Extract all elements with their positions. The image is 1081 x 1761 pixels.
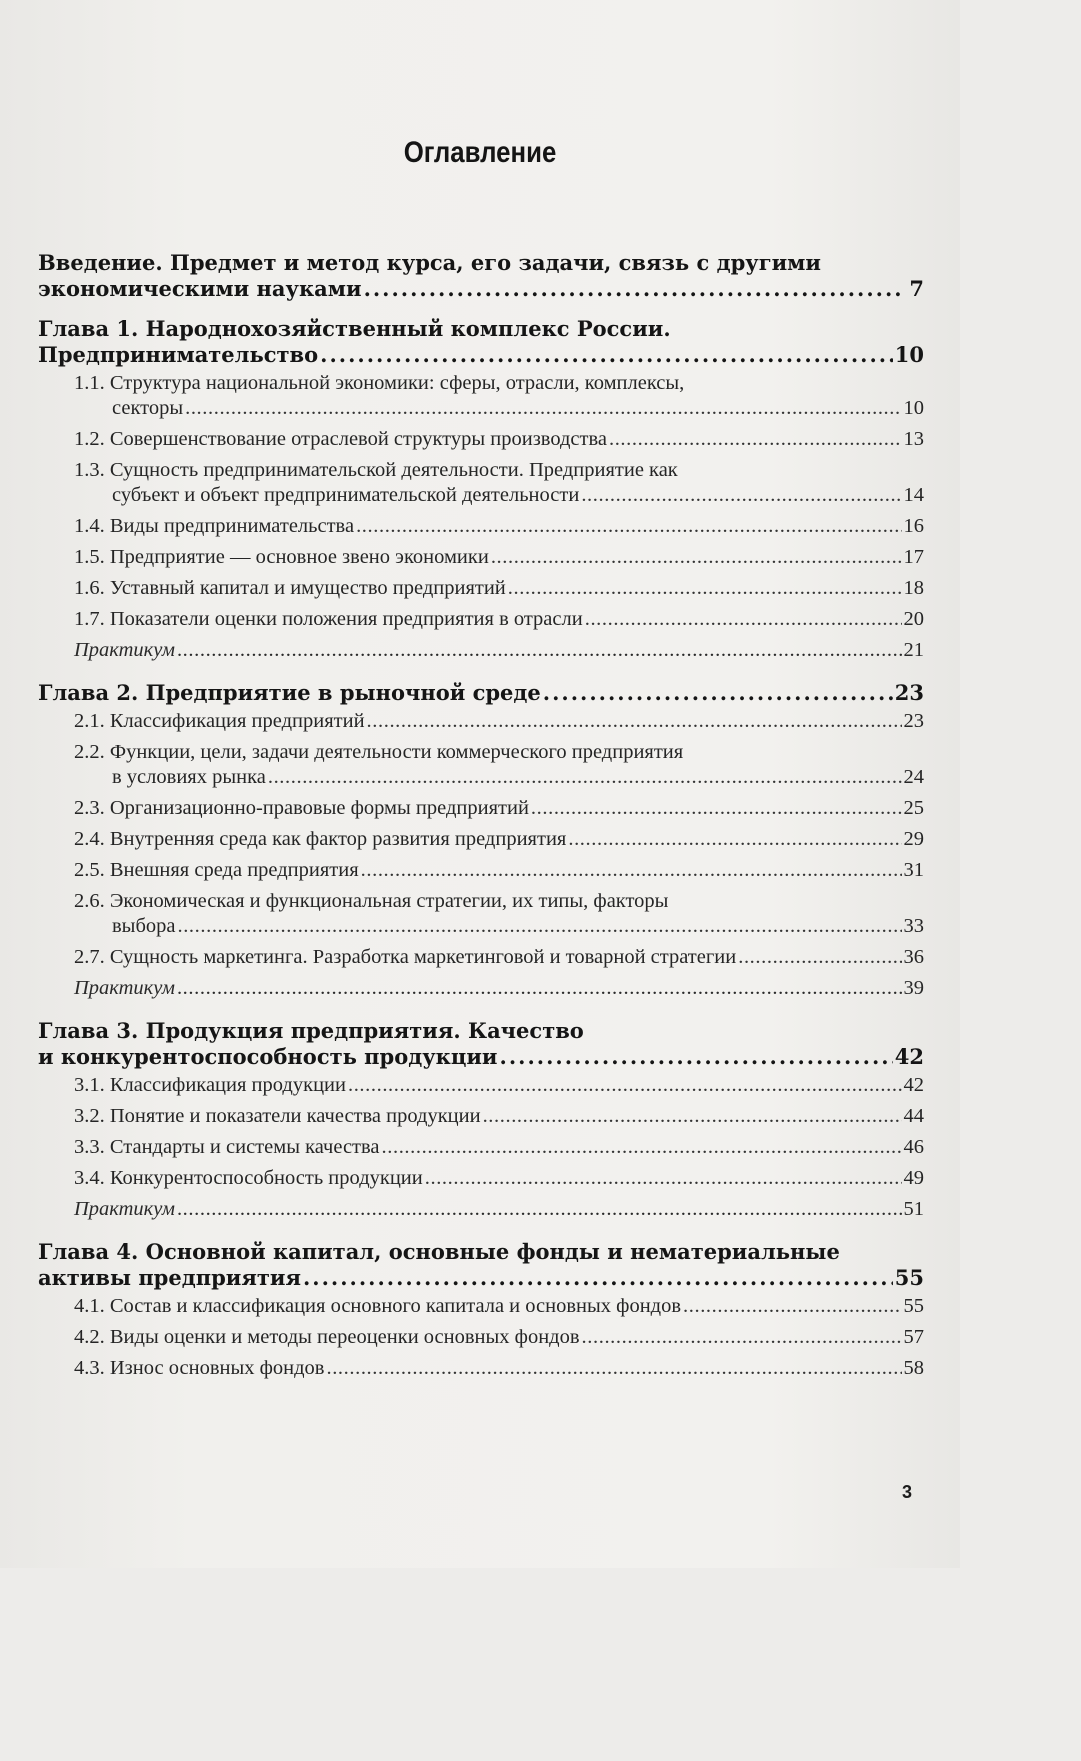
toc-entry-title: 1.6. Уставный капитал и имущество предприятий: [74, 577, 506, 599]
toc-entry-section[interactable]: [38, 455, 924, 511]
toc-entry-text: Введение. Предмет и метод курса, его задачи, связь с другими: [38, 250, 821, 275]
toc-page-number: 44: [903, 1105, 924, 1127]
dot-leader: [491, 542, 902, 573]
dot-leader: [425, 1163, 902, 1194]
toc-entry-section[interactable]: [38, 737, 924, 793]
toc-entry-text: 1.1. Структура национальной экономики: сферы, отрасли, комплексы,: [74, 372, 685, 394]
toc-entry-text: 1.3. Сущность предпринимательской деятельности. Предприятие как: [74, 459, 678, 481]
toc-entry-title: 2.5. Внешняя среда предприятия: [74, 859, 359, 881]
toc-entry-title: и конкурентоспособность продукции: [38, 1044, 498, 1069]
toc-page-number: 10: [894, 342, 924, 367]
dot-leader: [185, 393, 901, 424]
toc-entry-title: субъект и объект предпринимательской деятельности: [112, 484, 580, 506]
toc-entry-section[interactable]: [38, 542, 924, 573]
toc-entry-chapter[interactable]: [38, 316, 924, 368]
toc-entry-practicum[interactable]: [38, 973, 924, 1004]
page-number: 3: [901, 1482, 912, 1502]
toc-entry-section[interactable]: [38, 855, 924, 886]
table-of-contents: [38, 236, 924, 1384]
toc-entry-section[interactable]: [38, 1101, 924, 1132]
dot-leader: [361, 855, 902, 886]
toc-page-number: 18: [903, 577, 924, 599]
toc-page-number: 49: [903, 1167, 924, 1189]
toc-entry-chapter[interactable]: [38, 1018, 924, 1070]
toc-entry-section[interactable]: [38, 1132, 924, 1163]
toc-entry-title: 1.7. Показатели оценки положения предприятия в отрасли: [74, 608, 583, 630]
toc-page-number: 14: [903, 484, 924, 506]
toc-entry-section[interactable]: [38, 511, 924, 542]
toc-page-number: 13: [903, 428, 924, 450]
toc-page-number: 42: [903, 1074, 924, 1096]
dot-leader: [177, 973, 902, 1004]
toc-entry-title: 1.4. Виды предпринимательства: [74, 515, 355, 537]
toc-entry-title: выбора: [112, 915, 176, 937]
toc-entry-chapter[interactable]: [38, 1239, 924, 1291]
toc-entry-section[interactable]: [38, 1353, 924, 1384]
toc-entry-title: 3.1. Классификация продукции: [74, 1074, 346, 1096]
dot-leader: [738, 942, 901, 973]
toc-entry-text: Глава 4. Основной капитал, основные фонды и нематериальные: [38, 1239, 840, 1264]
toc-entry-title: Практикум: [74, 977, 175, 999]
toc-entry-title: Глава 2. Предприятие в рыночной среде: [38, 680, 541, 705]
dot-leader: [543, 680, 893, 706]
dot-leader: [303, 1265, 893, 1291]
toc-entry-title: 4.1. Состав и классификация основного капитала и основных фондов: [74, 1295, 682, 1317]
toc-entry-text: Глава 1. Народнохозяйственный комплекс России.: [38, 316, 671, 341]
toc-entry-title: 3.2. Понятие и показатели качества продукции: [74, 1105, 481, 1127]
dot-leader: [382, 1132, 902, 1163]
toc-entry-section[interactable]: [38, 793, 924, 824]
toc-entry-title: 1.5. Предприятие — основное звено экономики: [74, 546, 489, 568]
toc-entry-text: 2.6. Экономическая и функциональная стратегии, их типы, факторы: [74, 890, 669, 912]
toc-page-number: 31: [903, 859, 924, 881]
toc-entry-title: Практикум: [74, 639, 175, 661]
dot-leader: [177, 1194, 902, 1225]
toc-page-number: 20: [903, 608, 924, 630]
dot-leader: [364, 276, 904, 302]
dot-leader: [508, 573, 902, 604]
toc-entry-section[interactable]: [38, 573, 924, 604]
toc-entry-section[interactable]: [38, 604, 924, 635]
dot-leader: [683, 1291, 901, 1322]
toc-page-number: 23: [894, 680, 924, 705]
toc-page-number: 51: [903, 1198, 924, 1220]
dot-leader: [483, 1101, 902, 1132]
toc-page-number: 42: [894, 1044, 924, 1069]
toc-page-number: 58: [903, 1357, 924, 1379]
toc-entry-section[interactable]: [38, 1163, 924, 1194]
toc-page-number: 16: [903, 515, 924, 537]
toc-entry-section[interactable]: [38, 1070, 924, 1101]
toc-entry-title: в условиях рынка: [112, 766, 266, 788]
toc-entry-title: 2.3. Организационно-правовые формы предприятий: [74, 797, 529, 819]
dot-leader: [568, 824, 901, 855]
dot-leader: [367, 706, 902, 737]
toc-entry-title: 1.2. Совершенствование отраслевой структуры производства: [74, 428, 607, 450]
toc-entry-section[interactable]: [38, 706, 924, 737]
dot-leader: [348, 1070, 902, 1101]
toc-entry-section[interactable]: [38, 886, 924, 942]
toc-page-number: 7: [909, 276, 924, 301]
toc-page-number: 39: [903, 977, 924, 999]
toc-entry-title: 3.3. Стандарты и системы качества: [74, 1136, 380, 1158]
toc-page-number: 24: [903, 766, 924, 788]
toc-entry-title: 4.3. Износ основных фондов: [74, 1357, 325, 1379]
bleed-through-text: [70, 0, 940, 200]
dot-leader: [326, 1353, 901, 1384]
toc-entry-section[interactable]: [38, 1322, 924, 1353]
toc-entry-title: Практикум: [74, 1198, 175, 1220]
toc-entry-chapter[interactable]: [38, 250, 924, 302]
toc-entry-title: Предпринимательство: [38, 342, 319, 367]
toc-entry-title: 2.4. Внутренняя среда как фактор развития предприятия: [74, 828, 567, 850]
toc-page-number: 33: [903, 915, 924, 937]
toc-page-number: 57: [903, 1326, 924, 1348]
toc-entry-practicum[interactable]: [38, 635, 924, 666]
toc-entry-text: 2.2. Функции, цели, задачи деятельности коммерческого предприятия: [74, 741, 684, 763]
toc-page-number: 36: [903, 946, 924, 968]
dot-leader: [582, 1322, 902, 1353]
toc-page-number: 25: [903, 797, 924, 819]
toc-entry-section[interactable]: [38, 824, 924, 855]
toc-entry-title: активы предприятия: [38, 1265, 301, 1290]
toc-page-number: 46: [903, 1136, 924, 1158]
dot-leader: [320, 342, 893, 368]
dot-leader: [356, 511, 901, 542]
dot-leader: [531, 793, 902, 824]
dot-leader: [581, 480, 901, 511]
toc-entry-title: секторы: [112, 397, 184, 419]
toc-entry-section[interactable]: [38, 368, 924, 424]
dot-leader: [177, 635, 902, 666]
toc-entry-section[interactable]: [38, 942, 924, 973]
toc-entry-title: экономическими науками: [38, 276, 362, 301]
dot-leader: [609, 424, 902, 455]
toc-entry-text: Глава 3. Продукция предприятия. Качество: [38, 1018, 584, 1043]
dot-leader: [500, 1044, 893, 1070]
page-title: Оглавление: [403, 136, 557, 169]
toc-entry-chapter[interactable]: [38, 680, 924, 706]
toc-page-number: 17: [903, 546, 924, 568]
toc-entry-section[interactable]: [38, 1291, 924, 1322]
toc-entry-title: 4.2. Виды оценки и методы переоценки основных фондов: [74, 1326, 580, 1348]
toc-entry-title: 2.7. Сущность маркетинга. Разработка маркетинговой и товарной стратегии: [74, 946, 737, 968]
toc-entry-practicum[interactable]: [38, 1194, 924, 1225]
toc-page-number: 55: [903, 1295, 924, 1317]
toc-entry-section[interactable]: [38, 424, 924, 455]
dot-leader: [177, 911, 901, 942]
dot-leader: [268, 762, 902, 793]
toc-page-number: 23: [903, 710, 924, 732]
toc-page-number: 10: [903, 397, 924, 419]
toc-entry-title: 2.1. Классификация предприятий: [74, 710, 365, 732]
toc-page-number: 21: [903, 639, 924, 661]
toc-page-number: 55: [894, 1265, 924, 1290]
dot-leader: [585, 604, 902, 635]
toc-page-number: 29: [903, 828, 924, 850]
toc-entry-title: 3.4. Конкурентоспособность продукции: [74, 1167, 423, 1189]
